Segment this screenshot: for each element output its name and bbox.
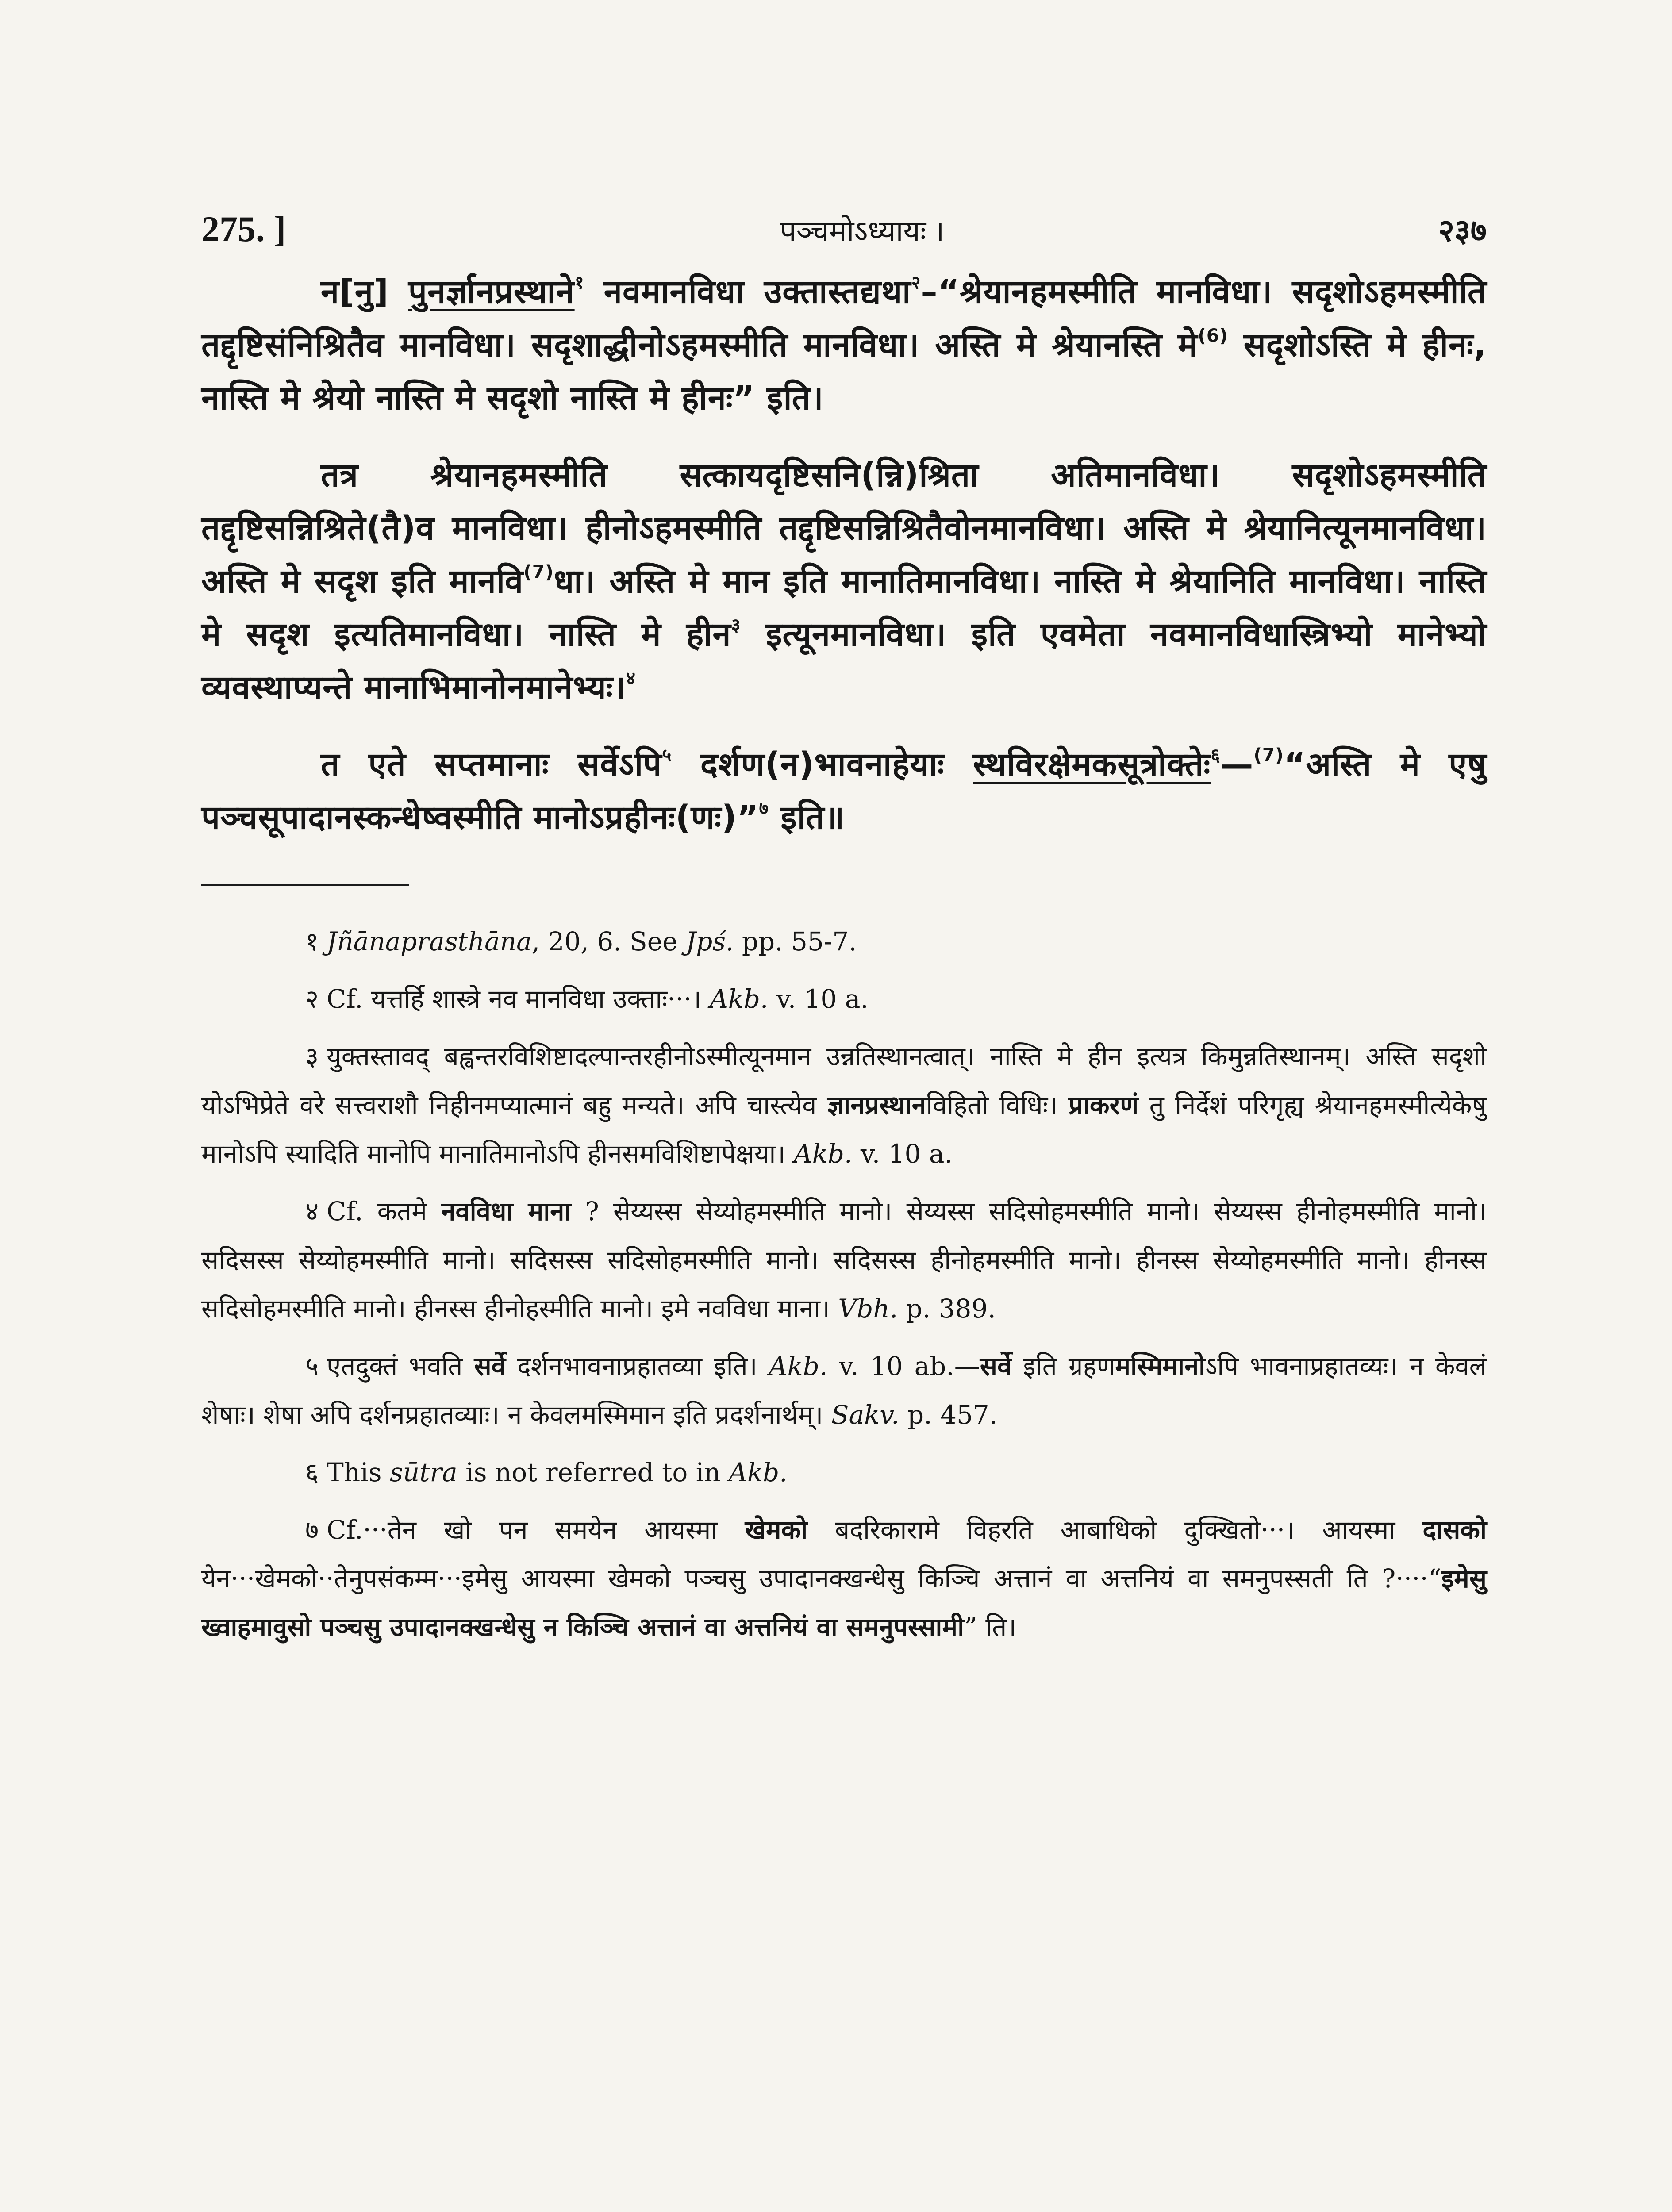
- footnote-6: [201, 1448, 1487, 1497]
- text: —: [1220, 745, 1254, 783]
- footnote-number: १: [305, 926, 319, 956]
- footnote-number: ५: [305, 1351, 319, 1381]
- text: “अस्ति मे एषु पञ्चसूपादानस्कन्धेष्वस्मीति मानोऽप्रहीनः(णः)”: [201, 745, 1487, 837]
- text: दर्शण(न)भावनाहेयाः: [672, 745, 973, 783]
- text: एतदुक्तं भवति: [327, 1351, 474, 1381]
- text: , 20, 6. See: [531, 926, 686, 956]
- text: Cf. यत्तर्हि शास्त्रे नव मानविधा उक्ताः···।: [327, 984, 710, 1014]
- text: त एते सप्तमानाः सर्वेऽपि: [321, 745, 662, 783]
- page-number: २३७: [1438, 214, 1487, 248]
- italic-text: Akb.: [793, 1139, 853, 1169]
- running-title: पञ्चमोऽध्यायः ।: [780, 215, 945, 248]
- main-paragraph-2: [201, 449, 1487, 714]
- text: This: [327, 1457, 390, 1487]
- footnote-ref: २: [911, 272, 921, 293]
- text: Cf.···तेन खो पन समयेन आयस्मा: [327, 1515, 745, 1545]
- bold-text: दासको: [1422, 1515, 1487, 1545]
- bold-text: खेमको: [745, 1515, 808, 1545]
- text: ” ति।: [964, 1612, 1017, 1642]
- italic-text: Jñānaprasthāna: [327, 926, 532, 956]
- text: इति ग्रहण: [1011, 1351, 1115, 1381]
- underlined-text: स्थविरक्षेमकसूत्रोक्तेः: [973, 745, 1211, 783]
- page: [201, 208, 1487, 1660]
- text: इति॥: [769, 799, 845, 837]
- footnote-number: ४: [305, 1196, 319, 1226]
- italic-text: Jpś.: [685, 926, 734, 956]
- text: तु निर्देशं परिगृह्य श्रेयानहमस्मीत्येकेषु मानोऽपि स्यादिति मानोपि मानातिमानोऽपि हीनसमविशिष्टापेक्षया।: [201, 1090, 1487, 1169]
- bold-text: इमेसु ख्वाहमावुसो पञ्चसु उपादानक्खन्धेसु न किञ्चि अत्तानं वा अत्तनियं वा समनुपस्सामी: [201, 1563, 1487, 1642]
- variant-ref: (6): [1198, 325, 1228, 346]
- footnote-ref: ७: [759, 797, 769, 819]
- footnote-2: [201, 975, 1487, 1023]
- text: pp. 55-7.: [734, 926, 857, 956]
- italic-text: Akb.: [729, 1457, 788, 1487]
- italic-text: sūtra: [389, 1457, 457, 1487]
- text: धा। अस्ति मे मान इति मानातिमानविधा। नास्ति मे श्रेयानिति मानविधा। नास्ति मे सदृश इत्यतिमानविधा। नास्ति मे हीन: [201, 562, 1487, 653]
- variant-ref: (7): [1253, 744, 1284, 766]
- text: इत्यूनमानविधा। इति एवमेता नवमानविधास्त्रिभ्यो मानेभ्यो व्यवस्थाप्यन्ते मानाभिमानोनमानेभ्यः।: [201, 615, 1487, 707]
- footnote-1: [201, 917, 1487, 966]
- main-paragraph-3: [201, 738, 1487, 844]
- page-header: [201, 208, 1487, 265]
- footnote-ref: ६: [1211, 744, 1221, 766]
- variant-ref: (7): [523, 561, 554, 583]
- text: ? सेय्यस्स सेय्योहमस्मीति मानो। सेय्यस्स सदिसोहमस्मीति मानो। सेय्यस्स हीनोहमस्मीति मानो। सदिसस्स सेय्योहमस्मीति मानो। सदिसस्स सदिसोहमस्मीति मानो। सदिसस्स हीनोहमस्मीति मानो। हीनस्स सेय्योहमस्मीति मानो। हीनस्स सदिसोहमस्मीति मानो। हीनस्स हीनोहस्मीति मानो। इमे नवविधा माना।: [201, 1196, 1487, 1324]
- footnote-4: [201, 1187, 1487, 1333]
- text: दर्शनभावनाप्रहातव्या इति।: [505, 1351, 769, 1381]
- text: Cf. कतमे: [327, 1196, 442, 1226]
- text: v. 10 a.: [768, 984, 869, 1014]
- bold-text: सर्वे: [474, 1351, 506, 1381]
- footnote-7: [201, 1505, 1487, 1651]
- main-paragraph-1: [201, 265, 1487, 425]
- italic-text: Akb.: [709, 984, 769, 1014]
- italic-text: Akb.: [769, 1351, 828, 1381]
- text: v. 10 a.: [852, 1139, 953, 1169]
- text: न[नु]: [321, 273, 408, 311]
- text: –“श्रेयानहमस्मीति मानविधा। सदृशोऽहमस्मीति तद्दृष्टिसंनिश्रितैव मानविधा। सदृशाद्धीनोऽहमस्मीति मानविधा। अस्ति मे श्रेयानस्ति मे: [201, 273, 1487, 364]
- text: येन···खेमको··तेनुपसंकम्म···इमेसु आयस्मा खेमको पञ्चसु उपादानक्खन्धेसु किञ्चि अत्तानं वा अत्तनियं वा समनुपस्सती ति ?····“: [201, 1563, 1441, 1594]
- bold-text: सर्वे: [980, 1351, 1012, 1381]
- footnote-number: ६: [305, 1457, 319, 1487]
- footnote-ref: ३: [731, 614, 741, 636]
- text: विहितो विधिः।: [926, 1090, 1069, 1120]
- footnote-ref: ४: [626, 667, 636, 689]
- footnote-number: ३: [305, 1041, 319, 1071]
- text: ऽपि भावनाप्रहातव्यः। न केवलं शेषाः। शेषा अपि दर्शनप्रहातव्याः। न केवलमस्मिमान इति प्रदर्शनार्थम्।: [201, 1351, 1487, 1430]
- footnote-ref: १: [574, 272, 584, 293]
- text: p. 389.: [898, 1294, 996, 1324]
- footnote-divider: [201, 884, 409, 886]
- underlined-text: पुनर्ज्ञानप्रस्थाने: [408, 273, 575, 311]
- footnote-number: ७: [305, 1515, 319, 1545]
- footnote-5: [201, 1342, 1487, 1439]
- footnote-number: २: [305, 984, 319, 1014]
- text: p. 457.: [899, 1400, 998, 1430]
- bold-text: मस्मिमानो: [1115, 1351, 1206, 1381]
- bold-text: प्राकरणं: [1068, 1090, 1139, 1120]
- text: is not referred to in: [457, 1457, 729, 1487]
- text: v. 10 ab.—: [827, 1351, 980, 1381]
- footnote-3: [201, 1032, 1487, 1178]
- section-number: 275. ]: [201, 209, 286, 249]
- bold-text: नवविधा माना: [441, 1196, 571, 1226]
- text: युक्तस्तावद् बह्वन्तरविशिष्टादल्पान्तरहीनोऽस्मीत्यूनमान उन्नतिस्थानत्वात्। नास्ति मे हीन इत्यत्र किमुन्नतिस्थानम्। अस्ति सदृशो योऽभिप्रेते वरे सत्त्वराशौ निहीनमप्यात्मानं बहु मन्यते। अपि चास्त्येव: [201, 1041, 1487, 1120]
- text: बदरिकारामे विहरति आबाधिको दुक्खितो···। आयस्मा: [807, 1515, 1423, 1545]
- bold-text: ज्ञानप्रस्थान: [827, 1090, 926, 1120]
- italic-text: Vbh.: [838, 1294, 898, 1324]
- footnote-ref: ५: [662, 744, 672, 766]
- text: तत्र श्रेयानहमस्मीति सत्कायदृष्टिसनि(न्नि)श्रिता अतिमानविधा। सदृशोऽहमस्मीति तद्दृष्टिसन्निश्रिते(तै)व मानविधा। हीनोऽहमस्मीति तद्दृष्टिसन्निश्रितैवोनमानविधा। अस्ति मे श्रेयानित्यूनमानविधा। अस्ति मे सदृश इति मानवि: [201, 456, 1487, 600]
- text: नवमानविधा उक्तास्तद्यथा: [584, 273, 911, 311]
- text: सदृशोऽस्ति मे हीनः, नास्ति मे श्रेयो नास्ति मे सदृशो नास्ति मे हीनः” इति।: [201, 326, 1487, 417]
- italic-text: Sakv.: [831, 1400, 899, 1430]
